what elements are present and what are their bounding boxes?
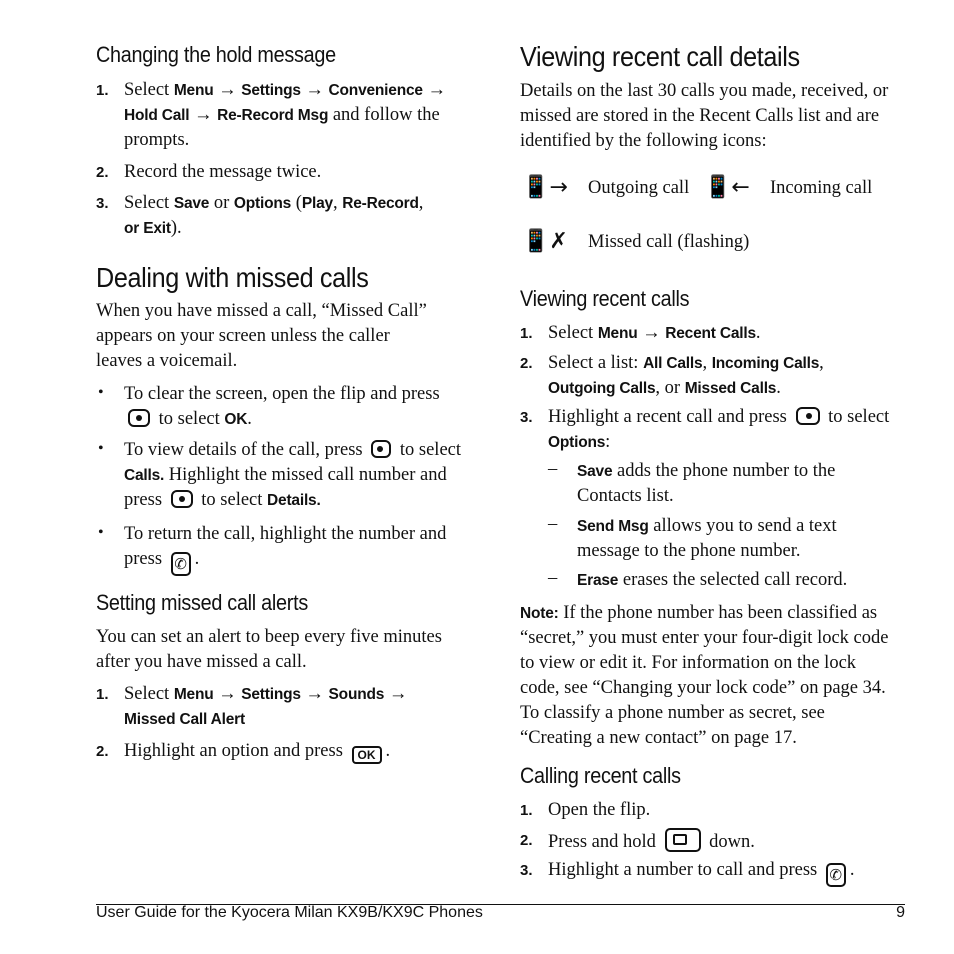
send-key-icon: ✆ bbox=[171, 552, 191, 576]
calling-recent-heading: Calling recent calls bbox=[520, 763, 681, 788]
missed-alerts-heading: Setting missed call alerts bbox=[96, 590, 308, 615]
right-softkey-icon bbox=[371, 440, 391, 458]
missed-label: Missed call (flashing) bbox=[588, 232, 750, 252]
send-key-icon: ✆ bbox=[826, 863, 846, 887]
incoming-label: Incoming call bbox=[770, 178, 873, 198]
page-number: 9 bbox=[896, 904, 905, 921]
left-softkey-icon bbox=[171, 490, 193, 508]
left-softkey-icon bbox=[128, 409, 150, 427]
recent-details-heading: Viewing recent call details bbox=[520, 41, 800, 72]
footer-title: User Guide for the Kyocera Milan KX9B/KX9C Phones bbox=[96, 904, 483, 921]
viewing-recent-heading: Viewing recent calls bbox=[520, 286, 690, 311]
missed-intro: When you have missed a call, “Missed Call” appears on your screen unless the caller leaves a voicemail. bbox=[96, 301, 427, 371]
right-softkey-icon bbox=[796, 407, 820, 425]
missed-calls-heading: Dealing with missed calls bbox=[96, 262, 369, 293]
missed-call-icon: 📱✗ bbox=[522, 229, 568, 254]
outgoing-call-icon: 📱→ bbox=[522, 175, 568, 200]
hold-message-heading: Changing the hold message bbox=[96, 42, 336, 67]
details-intro: Details on the last 30 calls you made, received, or missed are stored in the Recent Calls list and are identified by the following icons: bbox=[520, 81, 889, 151]
incoming-call-icon: 📱← bbox=[704, 175, 750, 200]
outgoing-label: Outgoing call bbox=[588, 178, 690, 198]
alerts-intro: You can set an alert to beep every five minutes after you have missed a call. bbox=[96, 627, 442, 672]
note-block: Note: If the phone number has been classified as “secret,” you must enter your four-digit lock code to view or edit it. For information on the lock code, see “Changing your lock code” on page 34. To classify a phone number as secret, see “Creating a new contact” on page 17. bbox=[520, 603, 889, 748]
navigation-key-icon bbox=[665, 828, 701, 852]
ok-key-icon: OK bbox=[352, 746, 382, 764]
